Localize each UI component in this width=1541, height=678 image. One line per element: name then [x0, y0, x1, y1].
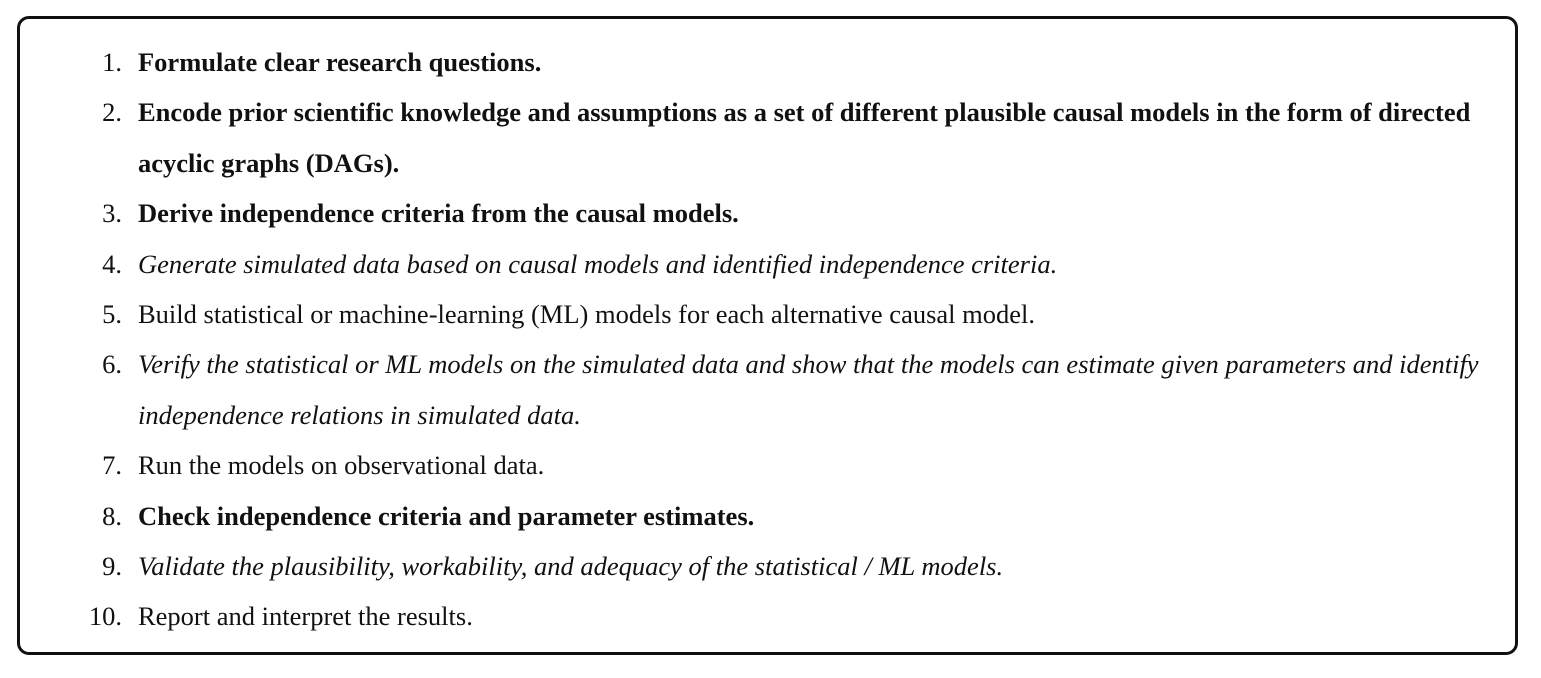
step-1	[0, 37, 1488, 87]
step-text: Build statistical or machine-learning (ML) models for each alternative causal model.	[138, 299, 1036, 330]
step-7	[0, 440, 1488, 490]
step-text: Encode prior scientific knowledge and assumptions as a set of different plausible causal models in the form of directed acyclic graphs (DAGs).	[138, 97, 1471, 178]
step-3	[0, 188, 1488, 238]
step-number: 5.	[102, 299, 122, 330]
step-4	[0, 239, 1488, 289]
step-number: 4.	[102, 248, 122, 279]
workflow-steps-list	[0, 37, 1541, 642]
step-5	[0, 289, 1488, 339]
step-10	[0, 591, 1488, 641]
step-number: 10.	[88, 601, 122, 632]
step-number: 7.	[102, 450, 122, 481]
step-text: Derive independence criteria from the causal models.	[138, 198, 739, 229]
step-text: Check independence criteria and parameter estimates.	[138, 500, 755, 531]
step-text: Validate the plausibility, workability, and adequacy of the statistical / ML models.	[138, 551, 1004, 582]
step-text: Report and interpret the results.	[138, 601, 473, 632]
step-text: Verify the statistical or ML models on the simulated data and show that the models can estimate given parameters and identify independence relations in simulated data.	[138, 349, 1479, 430]
step-8	[0, 491, 1488, 541]
step-text: Formulate clear research questions.	[138, 47, 542, 77]
step-number: 1.	[102, 47, 122, 77]
step-2	[0, 87, 1488, 188]
step-text: Generate simulated data based on causal models and identified independence criteria.	[138, 248, 1058, 279]
step-number: 8.	[102, 500, 122, 531]
step-number: 9.	[102, 551, 122, 582]
step-number: 2.	[102, 97, 122, 128]
step-number: 3.	[102, 198, 122, 229]
step-text: Run the models on observational data.	[138, 450, 545, 481]
step-number: 6.	[102, 349, 122, 380]
step-9	[0, 541, 1488, 591]
step-6	[0, 339, 1488, 440]
